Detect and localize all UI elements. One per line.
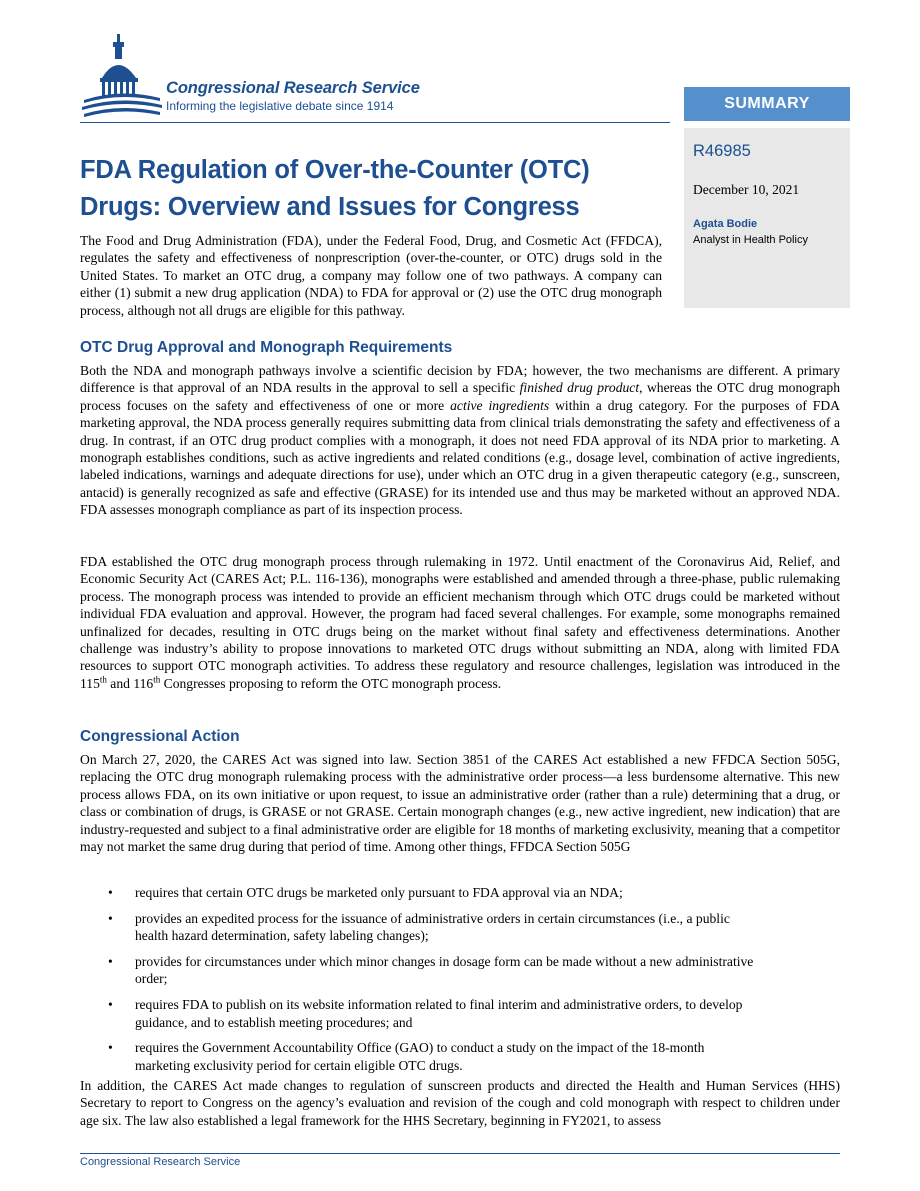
capitol-dome-icon bbox=[80, 34, 164, 124]
list-item: • requires that certain OTC drugs be marketed only pursuant to FDA approval via an NDA; bbox=[108, 885, 623, 900]
section-heading-congressional-action: Congressional Action bbox=[80, 728, 240, 745]
paragraph-cares-act: On March 27, 2020, the CARES Act was signed into law. Section 3851 of the CARES Act established a new FFDCA Section 505G, replacing the OTC drug monograph rulemaking process with the administrative order process—a less burdensome alternative. This new process allows FDA, on its own initiative or upon request, to issue an administrative order (rather than a rule) determining that a drug, or class or combination of drugs, is GRASE or not GRASE. Certain monograph changes (e.g., new active ingredient, new indication) that are industry-requested and subject to a final administrative order are eligible for 18 months of marketing exclusivity, meaning that a competitor may not market the same drug during that period of time. Among other things, FFDCA Section 505G bbox=[80, 752, 840, 855]
section-heading-otc-approval: OTC Drug Approval and Monograph Requirements bbox=[80, 339, 453, 356]
author-name: Agata Bodie bbox=[693, 218, 758, 230]
report-number: R46985 bbox=[693, 142, 751, 160]
list-item: • requires the Government Accountability Office (GAO) to conduct a study on the impact of the 18-month marketing exclusivity period for certain eligible OTC drugs. bbox=[108, 1040, 705, 1073]
page-title: FDA Regulation of Over-the-Counter (OTC) Drugs: Overview and Issues for Congress bbox=[80, 156, 590, 221]
author-title: Analyst in Health Policy bbox=[693, 234, 808, 246]
paragraph-monograph-history: FDA established the OTC drug monograph process through rulemaking in 1972. Until enactment of the Coronavirus Aid, Relief, and Economic Security Act (CARES Act; P.L. 116-136), monographs were established and amended through a three-phase, public rulemaking process. The monograph process was intended to provide an efficient mechanism through which OTC drugs could be marketed without individual FDA evaluation and approval. However, the program had faced several challenges. For example, some monographs remained unfinalized for decades, resulting in OTC drugs being on the market without final safety and effectiveness determinations. Another challenge was industry’s ability to propose innovations to marketed OTC drugs without submitting an NDA, along with limited FDA resources to support OTC monograph activities. To address these regulatory and resource challenges, legislation was introduced in the 115th and 116th Congresses proposing to reform the OTC monograph process. bbox=[80, 554, 840, 691]
summary-banner: SUMMARY bbox=[684, 87, 850, 121]
intro-paragraph: The Food and Drug Administration (FDA), under the Federal Food, Drug, and Cosmetic Act (FFDCA), regulates the safety and effectiveness of nonprescription (over-the-counter, or OTC) drugs sold in the United States. To market an OTC drug, a company may follow one of two pathways. A company can either (1) submit a new drug application (NDA) to FDA for approval or (2) use the OTC drug monograph process, although not all drugs are eligible for this pathway. bbox=[80, 233, 662, 318]
list-item: • provides an expedited process for the issuance of administrative orders in certain circumstances (i.e., a public health hazard determination, safety labeling changes); bbox=[108, 910, 730, 944]
report-date: December 10, 2021 bbox=[693, 182, 800, 197]
paragraph-additional-changes: In addition, the CARES Act made changes to regulation of sunscreen products and directed the Health and Human Services (HHS) Secretary to report to Congress on the agency’s evaluation and revision of the cough and cold monograph with respect to children under age six. The law also established a legal framework for the HHS Secretary, beginning in FY2021, to assess bbox=[80, 1078, 840, 1128]
footer-divider bbox=[80, 1153, 840, 1154]
paragraph-approval: Both the NDA and monograph pathways involve a scientific decision by FDA; however, the two mechanisms are different. A primary difference is that approval of an NDA results in the approval to sell a specific finished drug product, whereas the OTC drug monograph process focuses on the safety and effectiveness of one or more active ingredients within a drug category. For the purposes of FDA marketing approval, the NDA process generally requires submitting data from clinical trials demonstrating the safety and effectiveness of a drug. In contrast, if an OTC drug product complies with a monograph, it does not need FDA approval of its NDA prior to marketing. A monograph establishes conditions, such as active ingredients and related conditions (e.g., dosage level, combination of active ingredients, labeled indications, warnings and adequate directions for use), under which an OTC drug in a given therapeutic category (e.g., sunscreen, antacid) is generally recognized as safe and effective (GRASE) for its intended use and thus may be marketed without an approved NDA. FDA assesses monograph compliance as part of its inspection process. bbox=[80, 363, 840, 518]
org-tagline: Informing the legislative debate since 1914 bbox=[166, 99, 394, 113]
header-divider bbox=[80, 122, 670, 123]
crs-logo bbox=[80, 34, 480, 124]
footer-text: Congressional Research Service bbox=[80, 1156, 241, 1168]
summary-sidebar bbox=[684, 128, 850, 308]
list-item: • requires FDA to publish on its website information related to final interim and administrative orders, to develop guidance, and to establish meeting procedures; and bbox=[108, 997, 743, 1030]
list-item: • provides for circumstances under which minor changes in dosage form can be made without a new administrative order; bbox=[108, 954, 754, 987]
org-name: Congressional Research Service bbox=[166, 79, 420, 97]
provisions-list bbox=[80, 884, 760, 1083]
